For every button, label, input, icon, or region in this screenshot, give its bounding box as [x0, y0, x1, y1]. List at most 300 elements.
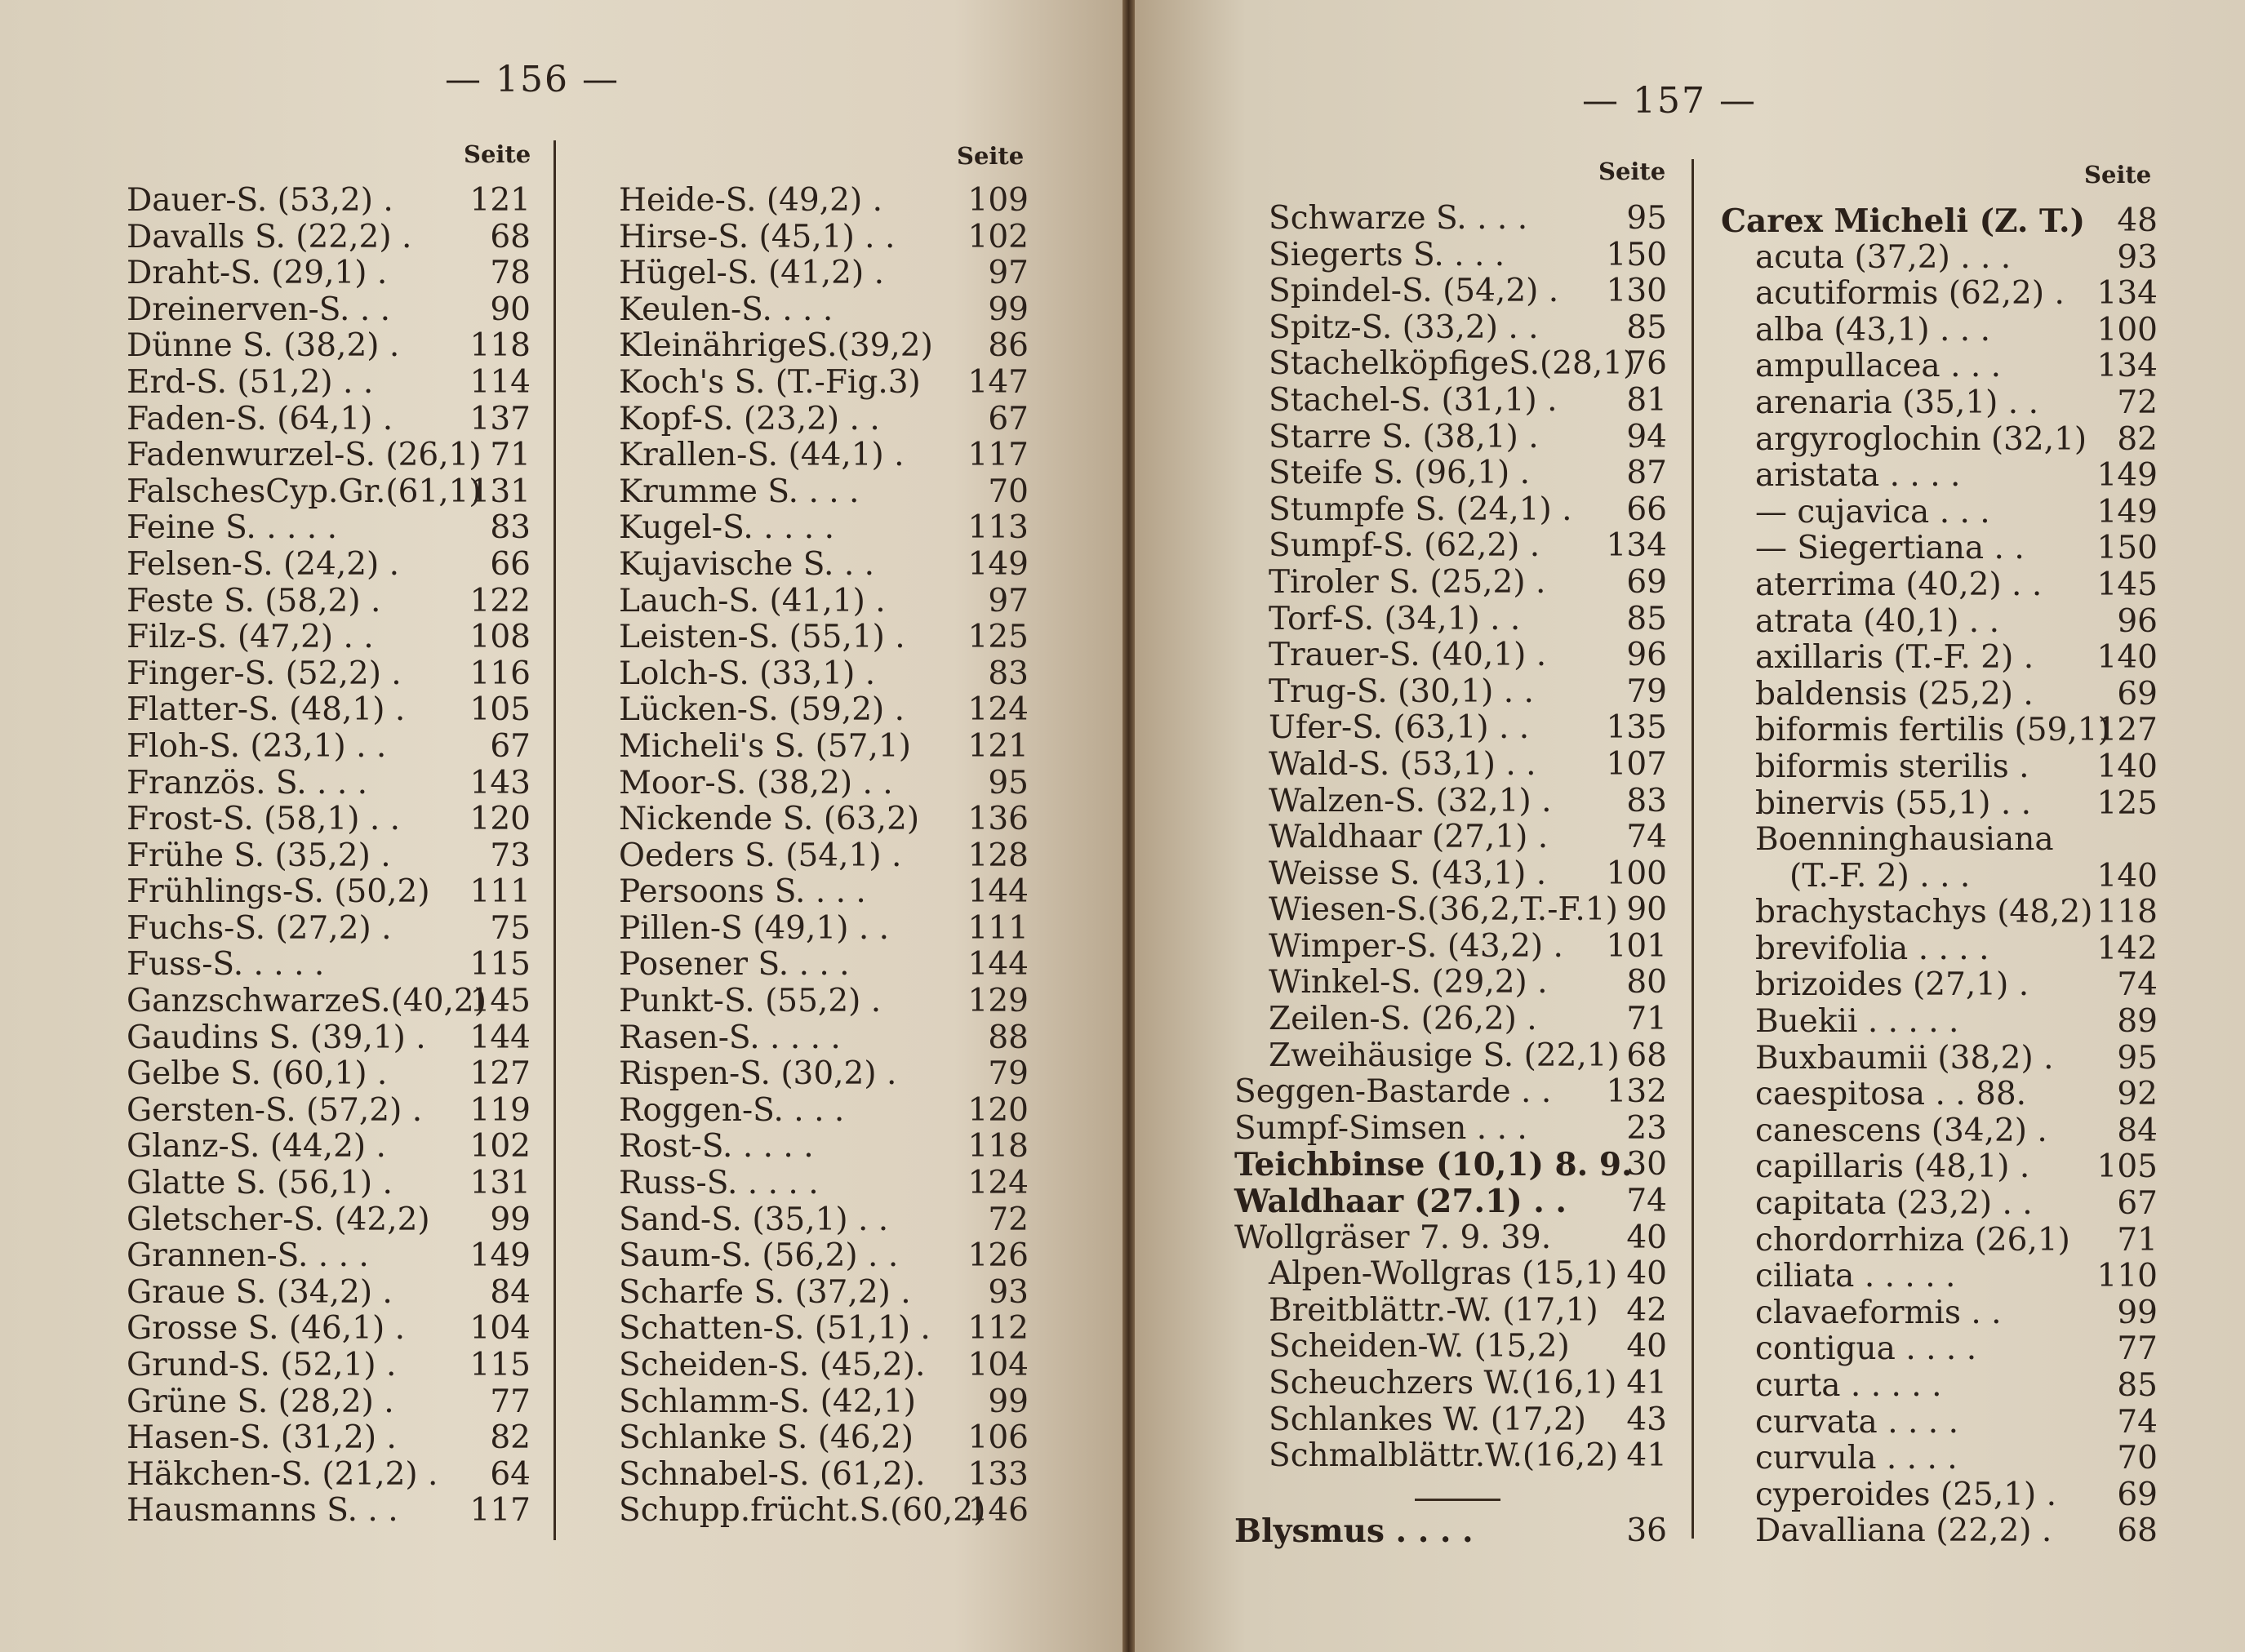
entry-page: 97	[988, 582, 1029, 620]
entry-name: contigua . . . .	[1755, 1330, 1977, 1368]
entry-page: 109	[967, 182, 1029, 219]
index-entry	[127, 365, 531, 402]
entry-name: Schwarze S. . . .	[1269, 200, 1528, 237]
index-entry	[1721, 1113, 2158, 1150]
index-entry	[127, 1311, 531, 1348]
entry-page: 149	[967, 545, 1029, 583]
entry-page: 73	[490, 837, 531, 874]
entry-name: Siegerts S. . . .	[1269, 236, 1505, 273]
index-entry	[1721, 1368, 2158, 1405]
entry-page: 112	[967, 1310, 1029, 1348]
entry-name: Gelbe S. (60,1) .	[127, 1055, 388, 1093]
entry-page: 100	[1606, 855, 1667, 892]
index-entry	[619, 729, 1029, 766]
index-entry	[127, 729, 531, 766]
index-entry	[127, 1457, 531, 1494]
index-entry	[619, 1056, 1029, 1093]
entry-name: Dünne S. (38,2) .	[127, 327, 400, 365]
entry-name: Wimper-S. (43,2) .	[1269, 927, 1563, 965]
entry-page: 86	[988, 327, 1029, 365]
entry-page: 74	[2117, 1403, 2158, 1441]
entry-name: Trauer-S. (40,1) .	[1269, 637, 1547, 674]
entry-page: 48	[2117, 202, 2158, 239]
entry-page: 107	[1606, 745, 1667, 783]
index-entry	[1721, 276, 2158, 313]
index-entry	[127, 947, 531, 984]
entry-page: 67	[490, 727, 531, 765]
entry-page: 83	[988, 655, 1029, 692]
index-entry	[1234, 1111, 1667, 1148]
index-entry	[127, 1493, 531, 1530]
entry-name: Fuchs-S. (27,2) .	[127, 909, 392, 947]
entry-name: Grüne S. (28,2) .	[127, 1383, 394, 1420]
entry-name: Spitz-S. (33,2) . .	[1269, 309, 1539, 346]
entry-name: Zweihäusige S. (22,1)	[1269, 1037, 1620, 1074]
entry-page: 85	[2117, 1367, 2158, 1404]
entry-page: 140	[2096, 639, 2158, 677]
index-entry	[1234, 273, 1667, 310]
index-entry	[1234, 965, 1667, 1001]
entry-page: 144	[967, 873, 1029, 911]
entry-page: 94	[1626, 418, 1667, 455]
entry-page: 110	[2096, 1258, 2158, 1295]
entry-name: Lauch-S. (41,1) .	[619, 582, 886, 620]
entry-name: Französ. S. . . .	[127, 764, 368, 802]
entry-name: biformis sterilis .	[1755, 748, 2029, 785]
index-entry	[1234, 929, 1667, 966]
entry-page: 104	[967, 1347, 1029, 1383]
entry-page: 145	[2096, 566, 2158, 603]
entry-name: Krallen-S. (44,1) .	[619, 437, 905, 474]
index-entry	[1234, 528, 1667, 565]
entry-name: Sumpf-Simsen . . .	[1234, 1109, 1527, 1147]
entry-page: 92	[2117, 1076, 2158, 1113]
index-entry	[1721, 313, 2158, 349]
index-entry	[1234, 819, 1667, 856]
index-entry	[127, 874, 531, 911]
entry-page: 99	[988, 1383, 1029, 1420]
entry-page: 84	[490, 1273, 531, 1311]
index-entry	[1721, 604, 2158, 641]
index-entry	[1721, 1477, 2158, 1514]
entry-page: 99	[988, 291, 1029, 328]
entry-page: 100	[2096, 311, 2158, 349]
entry-name: Winkel-S. (29,2) .	[1269, 964, 1548, 1001]
entry-name: Seggen-Bastarde . .	[1234, 1073, 1552, 1111]
index-entry	[619, 656, 1029, 693]
entry-name: baldensis (25,2) .	[1755, 675, 2034, 713]
entry-name: Flatter-S. (48,1) .	[127, 691, 406, 729]
entry-page: 108	[469, 619, 531, 656]
index-entry	[1721, 677, 2158, 713]
entry-page: 89	[2117, 1003, 2158, 1041]
entry-page: 90	[490, 291, 531, 328]
index-entry	[1234, 637, 1667, 674]
index-entry	[127, 1166, 531, 1202]
entry-page: 102	[967, 218, 1029, 255]
index-entry	[619, 402, 1029, 438]
entry-page: 66	[490, 545, 531, 583]
entry-page: 135	[1606, 709, 1667, 747]
index-entry	[1721, 749, 2158, 786]
index-entry	[619, 255, 1029, 292]
index-entry	[1234, 784, 1667, 820]
index-entry	[127, 220, 531, 256]
index-entry	[619, 911, 1029, 948]
index-entry	[619, 547, 1029, 584]
entry-page: 36	[1626, 1512, 1667, 1549]
index-entry	[127, 1384, 531, 1421]
index-entry	[127, 1238, 531, 1275]
index-entry	[127, 984, 531, 1020]
entry-name: Breitblättr.-W. (17,1)	[1269, 1291, 1598, 1329]
entry-page: 95	[988, 764, 1029, 802]
entry-name: Starre S. (38,1) .	[1269, 418, 1539, 455]
index-entry	[619, 183, 1029, 220]
entry-name: FalschesCyp.Gr.(61,1)	[127, 473, 482, 510]
index-entry	[619, 1311, 1029, 1348]
entry-page: 122	[469, 582, 531, 620]
entry-page: 66	[1626, 491, 1667, 528]
entry-page: 70	[2117, 1440, 2158, 1477]
section-rule	[1415, 1499, 1500, 1501]
index-entry	[619, 802, 1029, 838]
index-entry	[1234, 602, 1667, 638]
index-entry	[619, 1093, 1029, 1130]
index-entry	[127, 1275, 531, 1312]
entry-name: Hirse-S. (45,1) . .	[619, 218, 896, 255]
entry-page: 23	[1626, 1109, 1667, 1147]
index-entry	[127, 1420, 531, 1457]
entry-name: alba (43,1) . . .	[1755, 311, 1990, 349]
entry-name: Koch's S. (T.-Fig.3)	[619, 363, 921, 401]
entry-page: 114	[469, 363, 531, 401]
entry-name: Micheli's S. (57,1)	[619, 727, 911, 765]
entry-page: 146	[967, 1492, 1029, 1530]
index-entry	[127, 1056, 531, 1093]
entry-name: Hausmanns S. . .	[127, 1492, 398, 1530]
entry-page: 71	[2117, 1221, 2158, 1259]
entry-name: Leisten-S. (55,1) .	[619, 619, 905, 656]
index-entry	[127, 437, 531, 474]
left-page	[0, 0, 1122, 1652]
entry-name: Wald-S. (53,1) . .	[1269, 745, 1536, 783]
index-entry	[619, 1129, 1029, 1166]
index-column	[127, 183, 531, 1530]
entry-name: Keulen-S. . . .	[619, 291, 834, 328]
entry-page: 133	[967, 1455, 1029, 1493]
column-header: Seite	[2084, 161, 2152, 189]
entry-name: Glatte S. (56,1) .	[127, 1165, 393, 1202]
index-column	[1721, 203, 2158, 1550]
index-entry	[127, 1093, 531, 1130]
entry-name: Walzen-S. (32,1) .	[1269, 782, 1552, 819]
entry-page: 150	[2096, 530, 2158, 567]
entry-name: Gaudins S. (39,1) .	[127, 1019, 426, 1056]
entry-name: Hasen-S. (31,2) .	[127, 1419, 397, 1457]
index-entry	[127, 802, 531, 838]
index-entry	[619, 766, 1029, 802]
entry-page: 72	[2117, 384, 2158, 421]
index-entry	[1234, 310, 1667, 347]
entry-page: 80	[1626, 964, 1667, 1001]
index-entry	[619, 1275, 1029, 1312]
index-entry	[1721, 458, 2158, 495]
entry-page: 106	[967, 1419, 1029, 1457]
entry-page: 83	[1626, 782, 1667, 819]
entry-page: 134	[2096, 275, 2158, 313]
index-entry	[127, 1020, 531, 1057]
entry-name: Zeilen-S. (26,2) .	[1269, 1001, 1537, 1038]
entry-name: Floh-S. (23,1) . .	[127, 727, 387, 765]
entry-name: Tiroler S. (25,2) .	[1269, 563, 1546, 601]
entry-page: 40	[1626, 1255, 1667, 1293]
entry-name: Graue S. (34,2) .	[127, 1273, 393, 1311]
index-entry	[1234, 1220, 1667, 1257]
entry-name: Frost-S. (58,1) . .	[127, 801, 401, 838]
entry-name: brevifolia . . . .	[1755, 930, 1989, 967]
index-entry	[619, 1420, 1029, 1457]
index-entry	[619, 1457, 1029, 1494]
index-entry	[127, 911, 531, 948]
index-entry	[1721, 1441, 2158, 1477]
entry-name: Schlanke S. (46,2)	[619, 1419, 914, 1457]
entry-name: StachelköpfigeS.(28,1)	[1269, 345, 1636, 383]
index-entry	[1234, 1366, 1667, 1402]
entry-page: 120	[469, 801, 531, 838]
entry-name: Spindel-S. (54,2) .	[1269, 273, 1559, 310]
entry-name: capillaris (48,1) .	[1755, 1148, 2030, 1186]
entry-name: Rasen-S. . . . .	[619, 1019, 841, 1056]
entry-page: 102	[469, 1128, 531, 1166]
index-entry	[1721, 1295, 2158, 1332]
entry-name: Grosse S. (46,1) .	[127, 1310, 405, 1348]
index-entry	[619, 1493, 1029, 1530]
entry-page: 140	[2096, 857, 2158, 895]
index-entry	[619, 1202, 1029, 1239]
entry-page: 64	[490, 1455, 531, 1493]
entry-name: atrata (40,1) . .	[1755, 602, 1999, 640]
entry-page: 43	[1626, 1401, 1667, 1438]
entry-name: Schlamm-S. (42,1)	[619, 1383, 916, 1420]
entry-name: Stumpfe S. (24,1) .	[1269, 491, 1572, 528]
entry-name: KleinährigeS.(39,2)	[619, 327, 933, 365]
entry-name: Boenninghausiana	[1755, 821, 2054, 859]
entry-name: cyperoides (25,1) .	[1755, 1476, 2057, 1513]
entry-page: 93	[988, 1273, 1029, 1311]
index-entry	[619, 947, 1029, 984]
index-entry	[127, 656, 531, 693]
entry-page: 93	[2117, 238, 2158, 276]
index-entry	[127, 766, 531, 802]
index-entry	[1721, 822, 2158, 859]
index-entry	[1721, 1259, 2158, 1295]
entry-name: Glanz-S. (44,2) .	[127, 1128, 386, 1166]
index-entry	[1721, 967, 2158, 1004]
index-entry	[1234, 201, 1667, 238]
entry-page: 105	[2096, 1148, 2158, 1186]
entry-name: Roggen-S. . . .	[619, 1091, 845, 1129]
index-entry	[619, 292, 1029, 329]
entry-name: Fuss-S. . . . .	[127, 946, 325, 984]
entry-name: canescens (34,2) .	[1755, 1112, 2047, 1149]
entry-name: Ufer-S. (63,1) . .	[1269, 709, 1530, 747]
index-entry	[1721, 422, 2158, 459]
entry-page: 111	[967, 909, 1029, 947]
entry-name: Hügel-S. (41,2) .	[619, 255, 885, 292]
index-entry	[1234, 856, 1667, 893]
entry-page: 67	[2117, 1185, 2158, 1223]
entry-name: Lolch-S. (33,1) .	[619, 655, 876, 692]
entry-name: Kujavische S. . .	[619, 545, 875, 583]
entry-name: Lücken-S. (59,2) .	[619, 691, 905, 729]
index-entry	[127, 620, 531, 656]
entry-page: 69	[2117, 1476, 2158, 1513]
index-entry	[1234, 892, 1667, 929]
entry-name: (T.-F. 2) . . .	[1789, 857, 1971, 895]
entry-name: Torf-S. (34,1) . .	[1269, 600, 1521, 637]
entry-name: axillaris (T.-F. 2) .	[1755, 639, 2034, 677]
index-entry	[619, 328, 1029, 365]
entry-page: 116	[469, 655, 531, 692]
entry-page: 147	[967, 363, 1029, 401]
entry-name: Faden-S. (64,1) .	[127, 400, 393, 437]
entry-name: Saum-S. (56,2) . .	[619, 1237, 899, 1275]
entry-page: 115	[469, 946, 531, 984]
entry-page: 40	[1626, 1219, 1667, 1256]
entry-name: Teichbinse (10,1) 8. 9.	[1234, 1146, 1633, 1184]
entry-page: 118	[2096, 894, 2158, 931]
entry-page: 124	[967, 691, 1029, 729]
entry-name: Feine S. . . . .	[127, 509, 337, 547]
entry-page: 77	[2117, 1330, 2158, 1368]
entry-name: Buekii . . . . .	[1755, 1003, 1959, 1041]
index-entry	[1721, 531, 2158, 567]
entry-name: chordorrhiza (26,1)	[1755, 1221, 2070, 1259]
index-entry	[1721, 349, 2158, 385]
entry-name: arenaria (35,1) . .	[1755, 384, 2038, 421]
index-entry	[1721, 203, 2158, 240]
index-entry	[619, 437, 1029, 474]
entry-name: Kopf-S. (23,2) . .	[619, 400, 880, 437]
entry-name: Weisse S. (43,1) .	[1269, 855, 1547, 892]
entry-name: Wiesen-S.(36,2,T.-F.1)	[1269, 891, 1618, 929]
entry-name: aristata . . . .	[1755, 457, 1961, 495]
index-entry	[127, 1129, 531, 1166]
index-entry	[1234, 383, 1667, 420]
index-entry	[1721, 640, 2158, 677]
entry-page: 70	[988, 473, 1029, 510]
index-entry	[1234, 747, 1667, 784]
index-entry	[1234, 1147, 1667, 1183]
index-entry	[1721, 713, 2158, 749]
index-entry	[1721, 895, 2158, 931]
entry-name: capitata (23,2) . .	[1755, 1185, 2033, 1223]
index-entry	[1234, 492, 1667, 529]
index-entry	[127, 510, 531, 547]
entry-page: 81	[1626, 381, 1667, 419]
entry-page: 74	[2117, 966, 2158, 1004]
entry-page: 144	[967, 946, 1029, 984]
entry-name: argyroglochin (32,1)	[1755, 420, 2087, 458]
entry-page: 128	[967, 837, 1029, 874]
entry-page: 149	[2096, 493, 2158, 531]
entry-page: 136	[967, 801, 1029, 838]
entry-name: Schupp.frücht.S.(60,2)	[619, 1492, 986, 1530]
entry-page: 144	[469, 1019, 531, 1056]
column-divider	[1692, 159, 1694, 1539]
entry-page: 68	[490, 218, 531, 255]
entry-page: 129	[967, 983, 1029, 1020]
column-header: Seite	[957, 142, 1025, 170]
index-entry	[619, 838, 1029, 875]
index-entry	[1234, 1438, 1667, 1475]
index-entry	[1234, 710, 1667, 747]
right-page	[1135, 0, 2245, 1652]
index-entry	[619, 874, 1029, 911]
index-entry	[1721, 495, 2158, 531]
entry-name: Oeders S. (54,1) .	[619, 837, 902, 874]
entry-name: Dreinerven-S. . .	[127, 291, 391, 328]
index-entry	[619, 510, 1029, 547]
entry-page: 85	[1626, 600, 1667, 637]
entry-page: 95	[2117, 1039, 2158, 1077]
index-entry	[1721, 1513, 2158, 1550]
entry-page: 96	[1626, 637, 1667, 674]
entry-page: 111	[469, 873, 531, 911]
entry-page: 97	[988, 255, 1029, 292]
index-entry	[127, 584, 531, 620]
entry-name: Fadenwurzel-S. (26,1)	[127, 437, 482, 474]
entry-page: 30	[1626, 1146, 1667, 1183]
entry-name: Dauer-S. (53,2) .	[127, 182, 393, 219]
entry-page: 71	[1626, 1001, 1667, 1038]
entry-name: Moor-S. (38,2) . .	[619, 764, 893, 802]
entry-name: Blysmus . . . .	[1234, 1512, 1474, 1550]
entry-page: 95	[1626, 200, 1667, 237]
entry-name: Punkt-S. (55,2) .	[619, 983, 882, 1020]
entry-page: 68	[1626, 1037, 1667, 1074]
index-column	[1234, 201, 1667, 1475]
index-entry	[127, 692, 531, 729]
index-entry	[1234, 1256, 1667, 1293]
entry-name: Waldhaar (27,1) .	[1269, 819, 1549, 856]
entry-name: Frühlings-S. (50,2)	[127, 873, 430, 911]
entry-name: Sand-S. (35,1) . .	[619, 1201, 889, 1238]
entry-page: 118	[967, 1128, 1029, 1166]
entry-page: 78	[490, 255, 531, 292]
entry-page: 142	[2096, 930, 2158, 967]
index-entry	[127, 183, 531, 220]
entry-name: Scheiden-S. (45,2).	[619, 1347, 926, 1383]
entry-page: 77	[490, 1383, 531, 1420]
entry-name: Gletscher-S. (42,2)	[127, 1201, 430, 1238]
index-entry	[619, 1166, 1029, 1202]
entry-name: Scheuchzers W.(16,1)	[1269, 1365, 1617, 1401]
entry-name: Grannen-S. . . .	[127, 1237, 369, 1275]
entry-name: clavaeformis . .	[1755, 1294, 2002, 1331]
index-entry	[127, 292, 531, 329]
entry-name: Feste S. (58,2) .	[127, 582, 381, 620]
entry-page: 143	[469, 764, 531, 802]
entry-page: 79	[1626, 673, 1667, 710]
entry-page: 69	[1626, 563, 1667, 601]
column-divider	[553, 140, 556, 1540]
entry-page: 132	[1606, 1073, 1667, 1111]
entry-name: — cujavica . . .	[1755, 493, 1990, 531]
entry-page: 90	[1626, 891, 1667, 929]
index-entry	[1721, 240, 2158, 277]
